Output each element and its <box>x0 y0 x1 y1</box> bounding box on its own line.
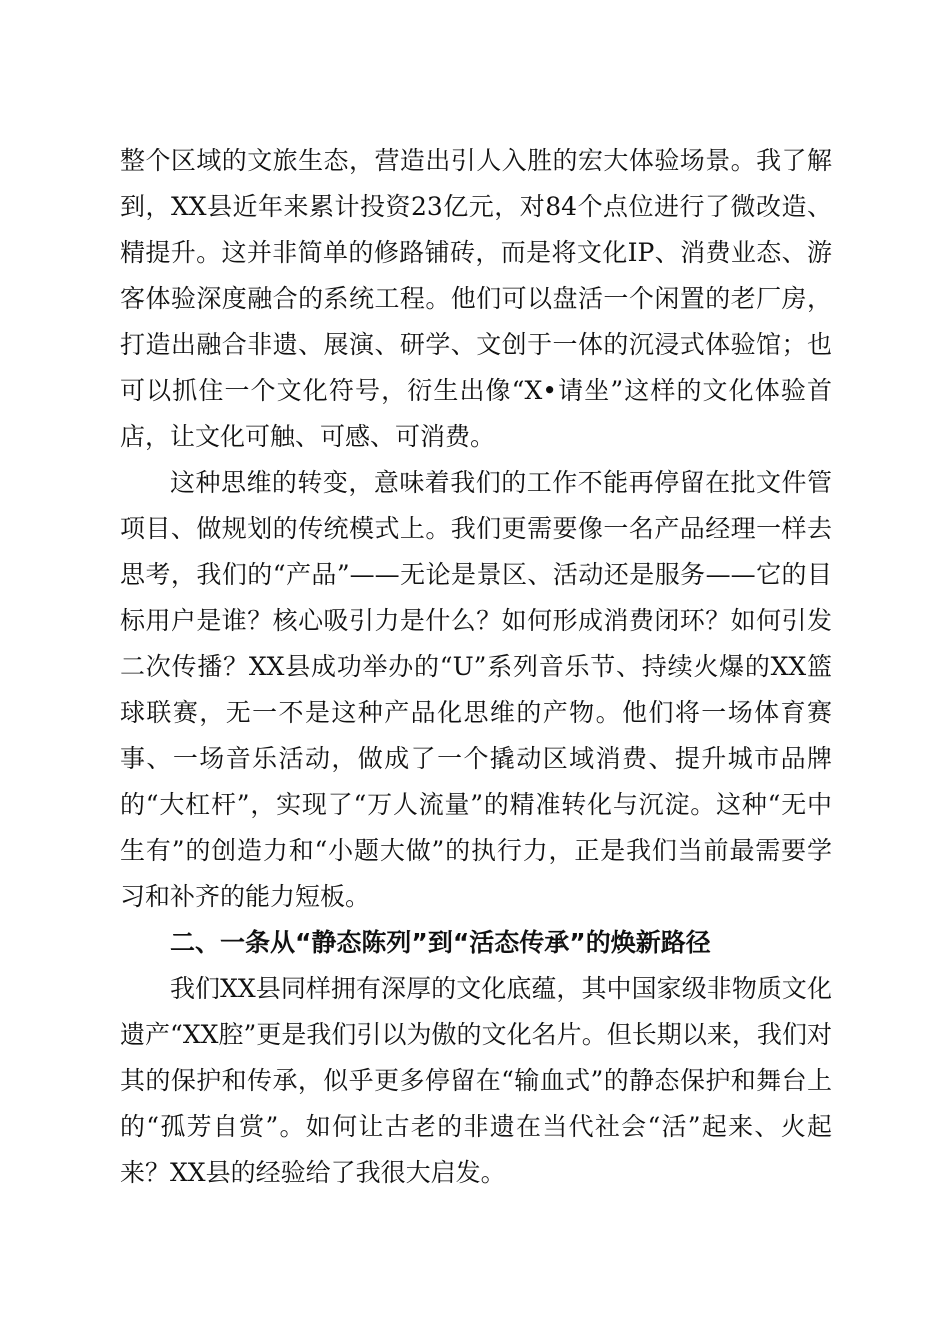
document-body <box>120 138 832 1196</box>
paragraph-thinking-shift: 这种思维的转变，意味着我们的工作不能再停留在批文件管项目、做规划的传统模式上。我们更需要像一名产品经理一样去思考，我们的“产品”——无论是景区、活动还是服务——它的目标用户是谁？核心吸引力是什么？如何形成消费闭环？如何引发二次传播？XX县成功举办的“U”系列音乐节、持续火爆的XX篮球联赛，无一不是这种产品化思维的产物。他们将一场体育赛事、一场音乐活动，做成了一个撬动区域消费、提升城市品牌的“大杠杆”，实现了“万人流量”的精准转化与沉淀。这种“无中生有”的创造力和“小题大做”的执行力，正是我们当前最需要学习和补齐的能力短板。 <box>120 468 832 911</box>
paragraph-heritage: 我们XX县同样拥有深厚的文化底蕴，其中国家级非物质文化遗产“XX腔”更是我们引以为傲的文化名片。但长期以来，我们对其的保护和传承，似乎更多停留在“输血式”的静态保护和舞台上的“孤芳自赏”。如何让古老的非遗在当代社会“活”起来、火起来？XX县的经验给了我很大启发。 <box>120 974 832 1187</box>
section-heading: 二、一条从“静态陈列”到“活态传承”的焕新路径 <box>170 928 711 957</box>
paragraph-continued: 整个区域的文旅生态，营造出引人入胜的宏大体验场景。我了解到，XX县近年来累计投资23亿元，对84个点位进行了微改造、精提升。这并非简单的修路铺砖，而是将文化IP、消费业态、游客体验深度融合的系统工程。他们可以盘活一个闲置的老厂房，打造出融合非遗、展演、研学、文创于一体的沉浸式体验馆；也可以抓住一个文化符号，衍生出像“X•请坐”这样的文化体验首店，让文化可触、可感、可消费。 <box>120 146 832 451</box>
